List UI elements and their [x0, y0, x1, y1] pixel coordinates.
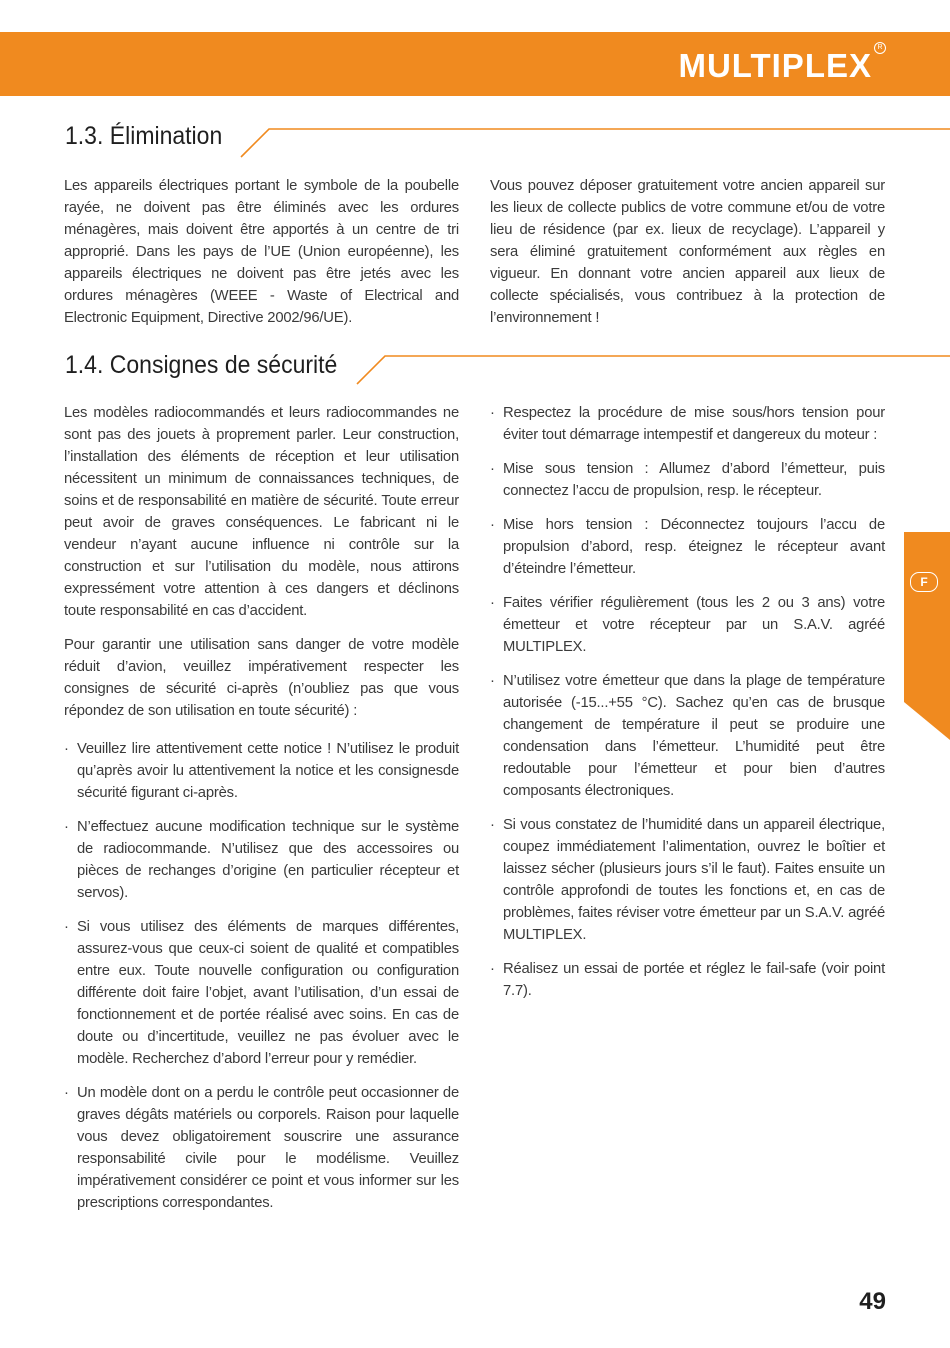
list-item: · Si vous constatez de l’humidité dans un appareil électrique, coupez immédiatement l’alimentation, ouvrez le boîtier et laissez sécher (plusieurs jours s’il le faut). Faites ensuite un contrôle approfondi de toutes les fonctions et, en cas de problèmes, faites réviser votre émetteur par un S.A.V. agréé MULTIPLEX.: [490, 814, 885, 946]
list-item: · Mise hors tension : Déconnectez toujours l’accu de propulsion d’abord, resp. éteignez le récepteur avant d’éteindre l’émetteur.: [490, 514, 885, 580]
paragraph: Vous pouvez déposer gratuitement votre ancien appareil sur les lieux de collecte publics de votre commune et/ou de votre lieu de résidence (par ex. lieux de recyclage). L’appareil y sera éliminé gratuitement conformément aux règles en vigueur. En donnant votre ancien appareil aux lieux de collecte spécialisés, vous contribuez à la protection de l’environnement !: [490, 178, 885, 326]
list-item: · Respectez la procédure de mise sous/hors tension pour éviter tout démarrage intempestif et dangereux du moteur :: [490, 402, 885, 446]
paragraph: Les appareils électriques portant le symbole de la poubelle rayée, ne doivent pas être éliminés avec les ordures ménagères, mais doivent être apportés à un centre de tri approprié. Dans les pays de l’UE (Union européenne), les appareils électriques ne doivent pas être jetés avec les ordures ménagères (WEEE - Waste of Electrical and Electronic Equipment, Directive 2002/96/UE).: [64, 178, 459, 326]
elimination-left-column: [64, 175, 459, 341]
list-item: · N’utilisez votre émetteur que dans la plage de température autorisée (-15...+55 °C). Sachez qu’en cas de brusque changement de température il peut se produire une condensation dans l’émetteur. L’humidité peut être redoutable pour l’émetteur et pour bien d’autres composants électroniques.: [490, 670, 885, 802]
safety-right-column: [490, 402, 885, 1014]
paragraph: Pour garantir une utilisation sans danger de votre modèle réduit d’avion, veuillez impérativement respecter les consignes de sécurité ci-après (n’oubliez pas que vous répondez de son utilisation en toute sécurité) :: [64, 637, 459, 719]
section-rule-elimination: [240, 128, 950, 158]
list-item: · Veuillez lire attentivement cette notice ! N’utilisez le produit qu’après avoir lu attentivement la notice et les consignesde sécurité figurant ci-après.: [64, 738, 459, 804]
list-item: · N’effectuez aucune modification technique sur le système de radiocommande. N’utilisez que des accessoires ou pièces de rechanges d’origine (en particulier récepteur et servos).: [64, 816, 459, 904]
section-rule-safety: [356, 355, 950, 385]
paragraph: Les modèles radiocommandés et leurs radiocommandes ne sont pas des jouets à proprement parler. Leur construction, l’installation des éléments de réception et leur utilisation nécessitent un minimum de connaissances techniques, de soins et de responsabilité en matière de sécurité. Toute erreur peut avoir de graves conséquences. Le fabricant ni le vendeur n’ayant aucune influence ni contrôle sur la construction et sur l’utilisation du modèle, nous attirons expressément votre attention à ces dangers et déclinons toute responsabilité en cas d’accident.: [64, 405, 459, 619]
safety-left-list: [64, 738, 459, 1214]
list-item: · Faites vérifier régulièrement (tous les 2 ou 3 ans) votre émetteur et votre récepteur par un S.A.V. agréé MULTIPLEX.: [490, 592, 885, 658]
multiplex-logo: MULTIPLEX: [678, 47, 872, 84]
section-title-safety: 1.4. Consignes de sécurité: [65, 351, 338, 379]
section-title-elimination: 1.3. Élimination: [65, 122, 223, 150]
list-item: · Mise sous tension : Allumez d’abord l’émetteur, puis connectez l’accu de propulsion, resp. le récepteur.: [490, 458, 885, 502]
list-item: · Un modèle dont on a perdu le contrôle peut occasionner de graves dégâts matériels ou corporels. Raison pour laquelle vous devez obligatoirement souscrire une assurance responsabilité civile pour le modélisme. Veuillez impérativement considérer ce point et vous informer sur les prescriptions correspondantes.: [64, 1082, 459, 1214]
registered-mark-icon: R: [874, 42, 886, 54]
header-band: [0, 32, 950, 96]
list-item: · Si vous utilisez des éléments de marques différentes, assurez-vous que ceux-ci soient de qualité et compatibles entre eux. Toute nouvelle configuration ou configuration différente doit faire l’objet, avant l’utilisation, d’un essai de fonctionnement et de portée réalisé avec soins. En cas de doute ou d’incertitude, veuillez ne pas évoluer avec le modèle. Recherchez d’abord l’erreur pour y remédier.: [64, 916, 459, 1070]
elimination-right-column: [490, 175, 885, 341]
list-item: · Réalisez un essai de portée et réglez le fail-safe (voir point 7.7).: [490, 958, 885, 1002]
language-side-strip: [904, 532, 950, 740]
safety-right-list: [490, 402, 885, 1002]
safety-left-column: [64, 402, 459, 1226]
page-number: 49: [859, 1288, 886, 1315]
language-badge: F: [910, 572, 938, 592]
